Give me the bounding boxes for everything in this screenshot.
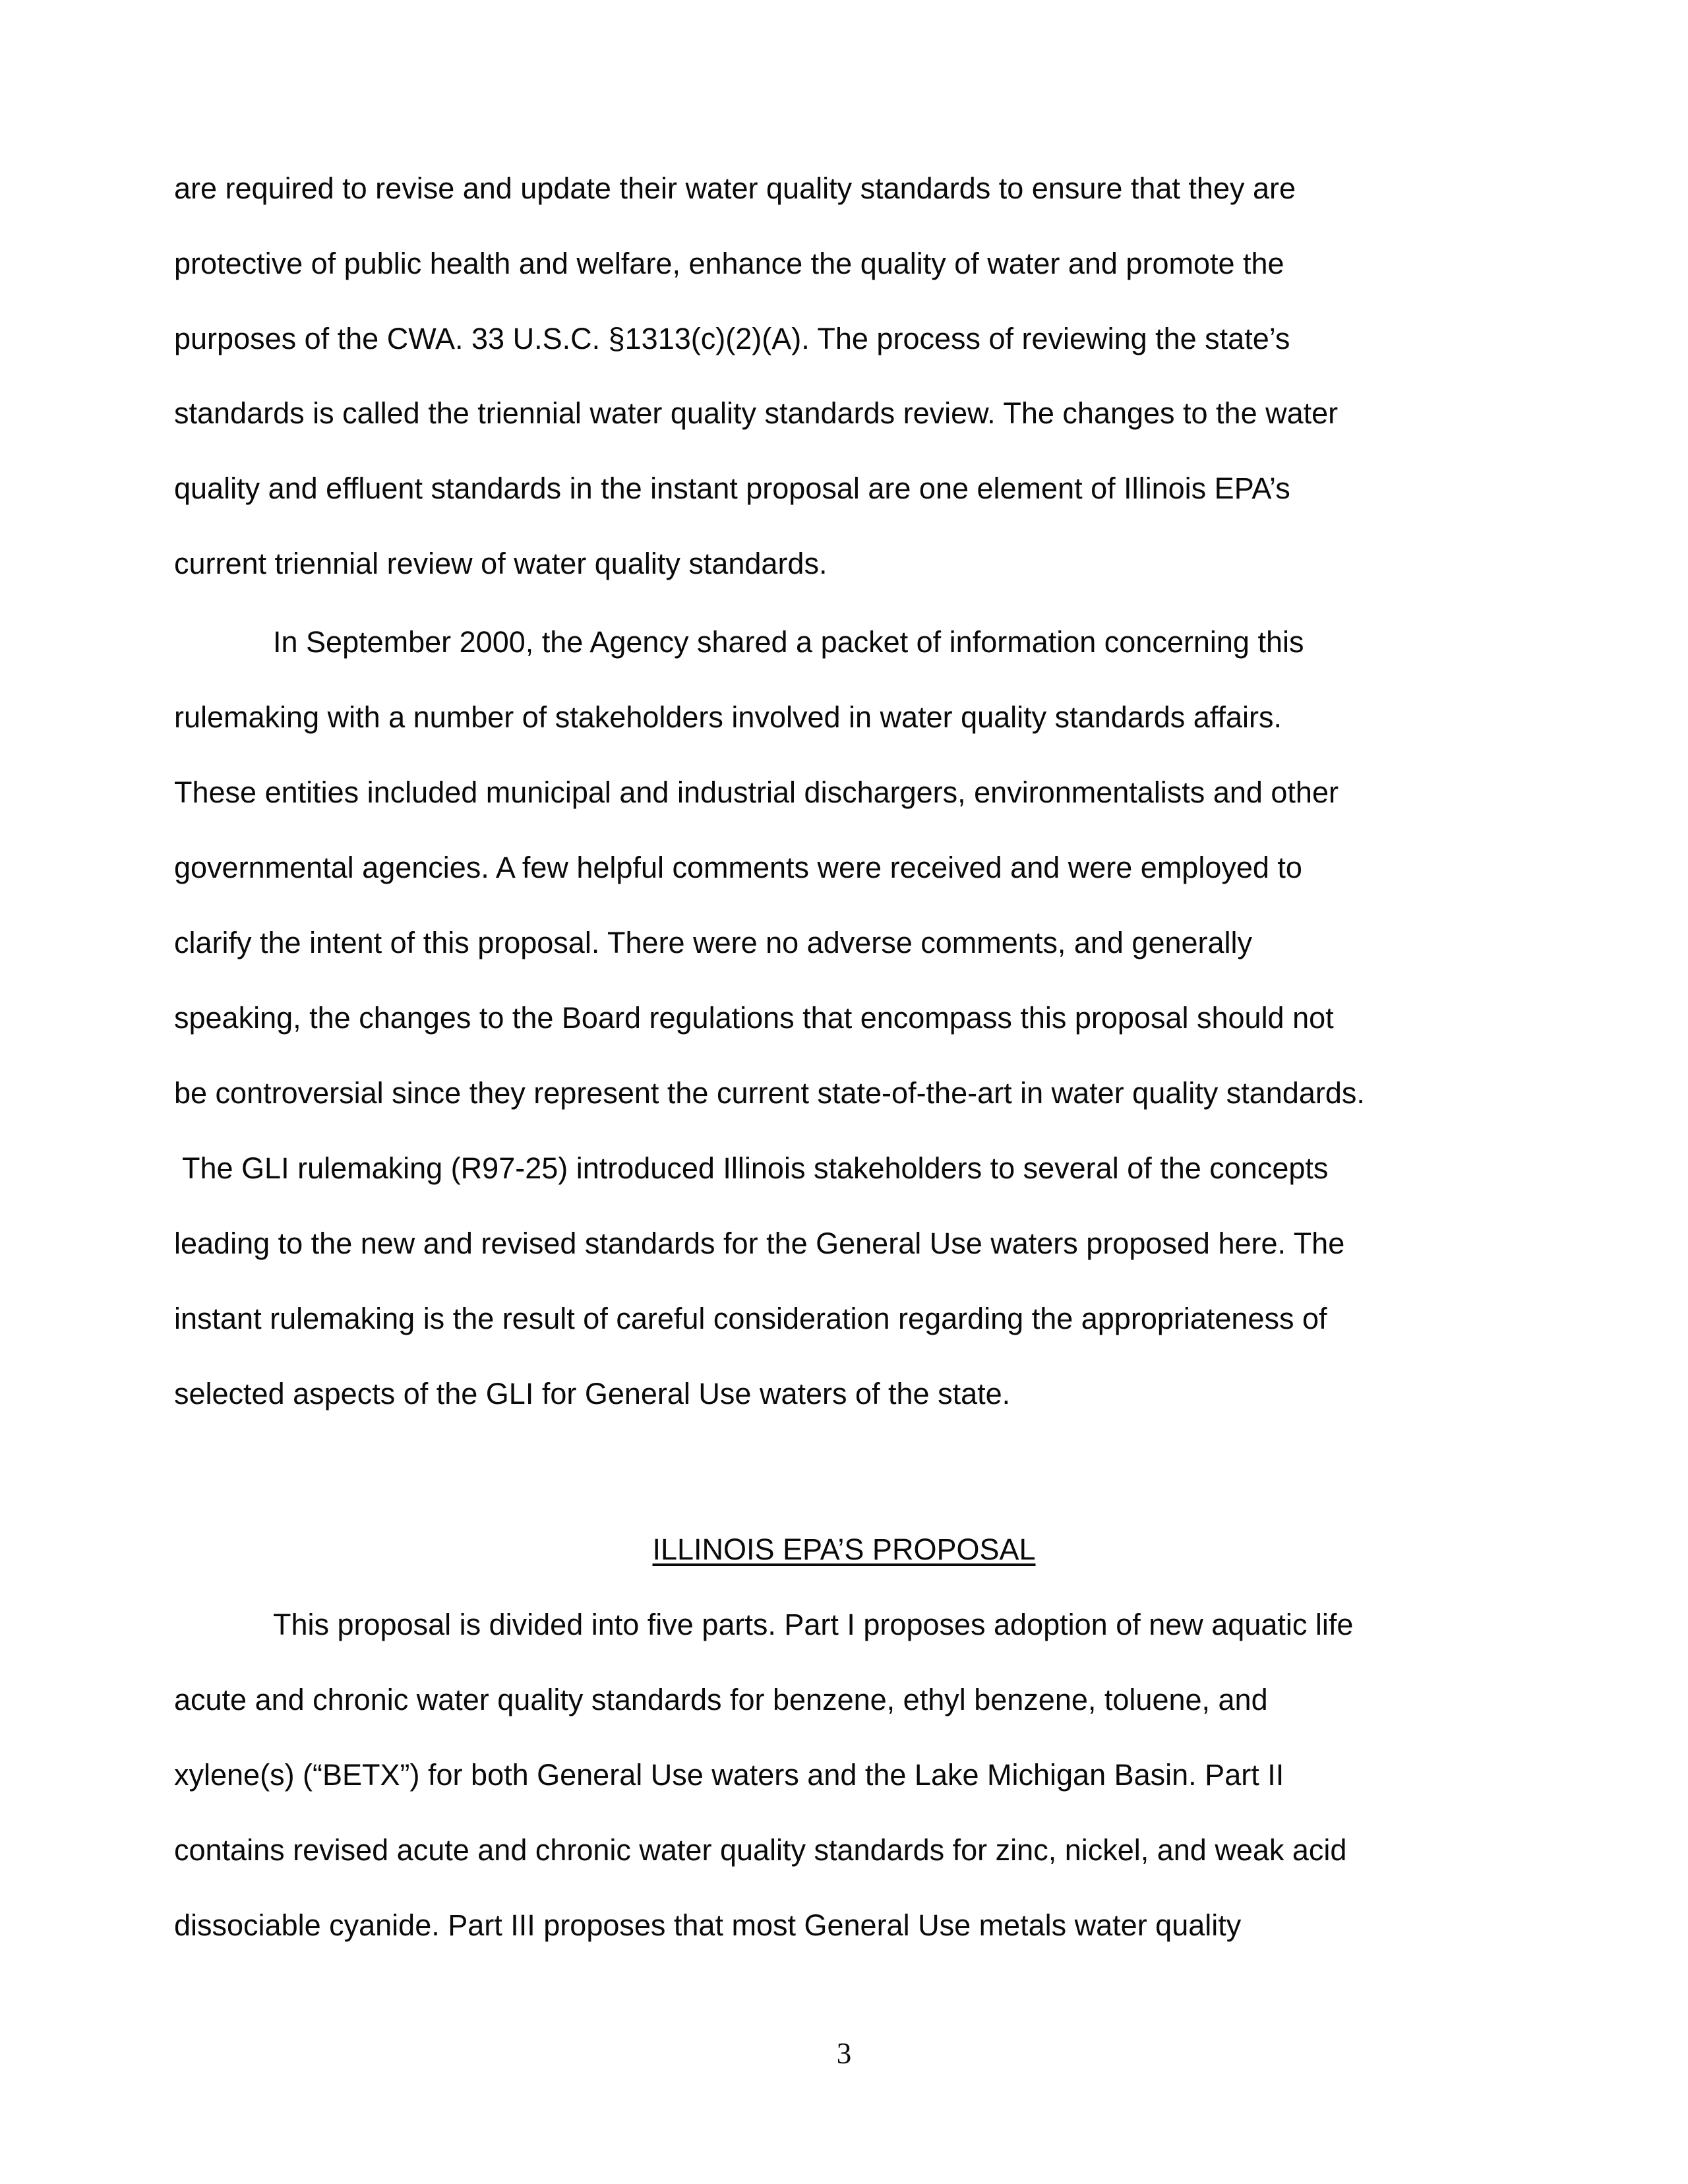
text-line: rulemaking with a number of stakeholders involved in water quality standards affairs.: [174, 700, 1282, 734]
text-line: speaking, the changes to the Board regulations that encompass this proposal should not: [174, 1001, 1334, 1035]
page-number: 3: [836, 2037, 852, 2070]
text-line: standards is called the triennial water quality standards review. The changes to the water: [174, 396, 1339, 430]
text-line: protective of public health and welfare, enhance the quality of water and promote the: [174, 247, 1284, 280]
text-line: This proposal is divided into five parts. Part I proposes adoption of new aquatic life: [273, 1608, 1354, 1641]
text-line: governmental agencies. A few helpful comments were received and were employed to: [174, 851, 1302, 884]
text-line: be controversial since they represent the current state-of-the-art in water quality standards.: [174, 1076, 1365, 1110]
text-line: current triennial review of water quality standards.: [174, 547, 828, 580]
text-line: These entities included municipal and industrial dischargers, environmentalists and other: [174, 775, 1339, 809]
text-line: contains revised acute and chronic water quality standards for zinc, nickel, and weak acid: [174, 1833, 1347, 1867]
text-line: clarify the intent of this proposal. There were no adverse comments, and generally: [174, 926, 1253, 959]
text-line: purposes of the CWA. 33 U.S.C. §1313(c)(2)(A). The process of reviewing the state’s: [174, 322, 1290, 355]
text-line: dissociable cyanide. Part III proposes that most General Use metals water quality: [174, 1908, 1242, 1942]
text-line: leading to the new and revised standards for the General Use waters proposed here. The: [174, 1227, 1345, 1260]
text-line: xylene(s) (“BETX”) for both General Use waters and the Lake Michigan Basin. Part II: [174, 1758, 1284, 1792]
text-line: In September 2000, the Agency shared a packet of information concerning this: [273, 625, 1304, 659]
text-line: quality and effluent standards in the instant proposal are one element of Illinois EPA’s: [174, 471, 1290, 505]
text-line: acute and chronic water quality standards for benzene, ethyl benzene, toluene, and: [174, 1683, 1268, 1716]
text-line: The GLI rulemaking (R97-25) introduced Illinois stakeholders to several of the concepts: [182, 1151, 1329, 1185]
text-line: instant rulemaking is the result of careful consideration regarding the appropriateness of: [174, 1302, 1327, 1335]
section-heading: ILLINOIS EPA’S PROPOSAL: [652, 1532, 1036, 1566]
text-line: selected aspects of the GLI for General Use waters of the state.: [174, 1377, 1011, 1410]
text-line: are required to revise and update their water quality standards to ensure that they are: [174, 171, 1296, 205]
